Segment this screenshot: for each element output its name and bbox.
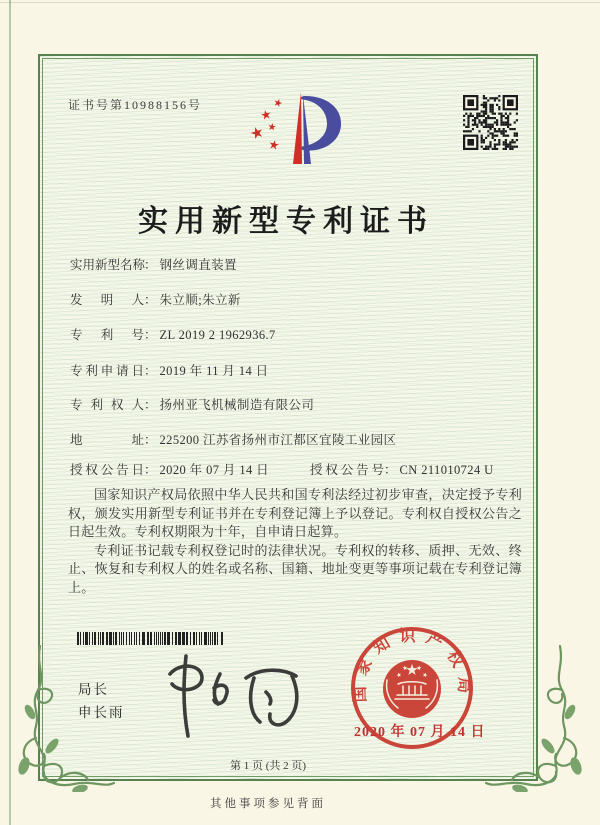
field-label: 实用新型名称 [70, 258, 146, 272]
seal-date: 2020 年 07 月 14 日 [354, 725, 486, 740]
page-number: 第 1 页 (共 2 页) [229, 760, 307, 772]
field-colon: ： [144, 433, 157, 447]
field-row-patent-number [70, 328, 276, 342]
field-row-patentee [70, 398, 314, 412]
seal-text: 国家知识产权局 [351, 628, 473, 703]
cnipa-logo [250, 88, 348, 172]
field-value: 2020 年 07 月 14 日 [159, 463, 270, 477]
field-label: 地址 [70, 433, 144, 447]
field-row-grant-date [70, 463, 269, 477]
field-value: 225200 江苏省扬州市江都区宜陵工业园区 [159, 433, 397, 447]
field-colon: ： [384, 463, 397, 477]
field-label: 授权公告日 [70, 463, 144, 477]
field-colon: ： [144, 328, 157, 342]
field-label: 专利权人 [70, 398, 144, 412]
qr-code [463, 95, 518, 150]
director-signature [158, 648, 308, 743]
field-row-name [70, 258, 237, 272]
field-colon: ： [144, 258, 157, 272]
barcode [77, 632, 223, 645]
field-label: 授权公告号 [310, 463, 384, 477]
scan-edge-artifact-top [0, 2, 600, 3]
certificate-title: 实用新型专利证书 [138, 205, 434, 238]
field-label: 专利申请日 [70, 364, 144, 378]
field-value: 扬州亚飞机械制造有限公司 [159, 398, 315, 412]
field-row-grant-number [310, 463, 494, 477]
certificate-number: 证书号第10988156号 [68, 98, 203, 112]
director-name: 申长雨 [78, 705, 125, 720]
legal-paragraph-1: 国家知识产权局依照中华人民共和国专利法经过初步审查，决定授予专利权，颁发实用新型专利证书并在专利登记簿上予以登记。专利权自授权公告之日起生效。专利权期限为十年，自申请日起算。 [68, 487, 522, 539]
legal-text [68, 486, 522, 597]
field-colon: ： [144, 463, 157, 477]
field-row-address [70, 433, 396, 447]
field-row-filing-date [70, 364, 269, 378]
field-value: 朱立顺;朱立新 [159, 293, 241, 307]
field-colon: ： [144, 398, 157, 412]
national-emblem [383, 660, 441, 718]
director-title: 局长 [78, 682, 109, 697]
field-row-inventors [70, 293, 241, 307]
legal-paragraph-2: 专利证书记载专利权登记时的法律状况。专利权的转移、质押、无效、终止、恢复和专利权人的姓名或名称、国籍、地址变更等事项记载在专利登记簿上。 [68, 542, 522, 595]
field-value: 2019 年 11 月 14 日 [159, 364, 269, 378]
field-colon: ： [144, 364, 157, 378]
back-side-note: 其他事项参见背面 [210, 798, 326, 810]
field-value: 钢丝调直装置 [159, 258, 237, 272]
field-value: ZL 2019 2 1962936.7 [159, 328, 276, 342]
field-value: CN 211010724 U [399, 463, 494, 477]
field-label: 发明人 [70, 293, 144, 307]
field-colon: ： [144, 293, 157, 307]
field-label: 专利号 [70, 328, 144, 342]
